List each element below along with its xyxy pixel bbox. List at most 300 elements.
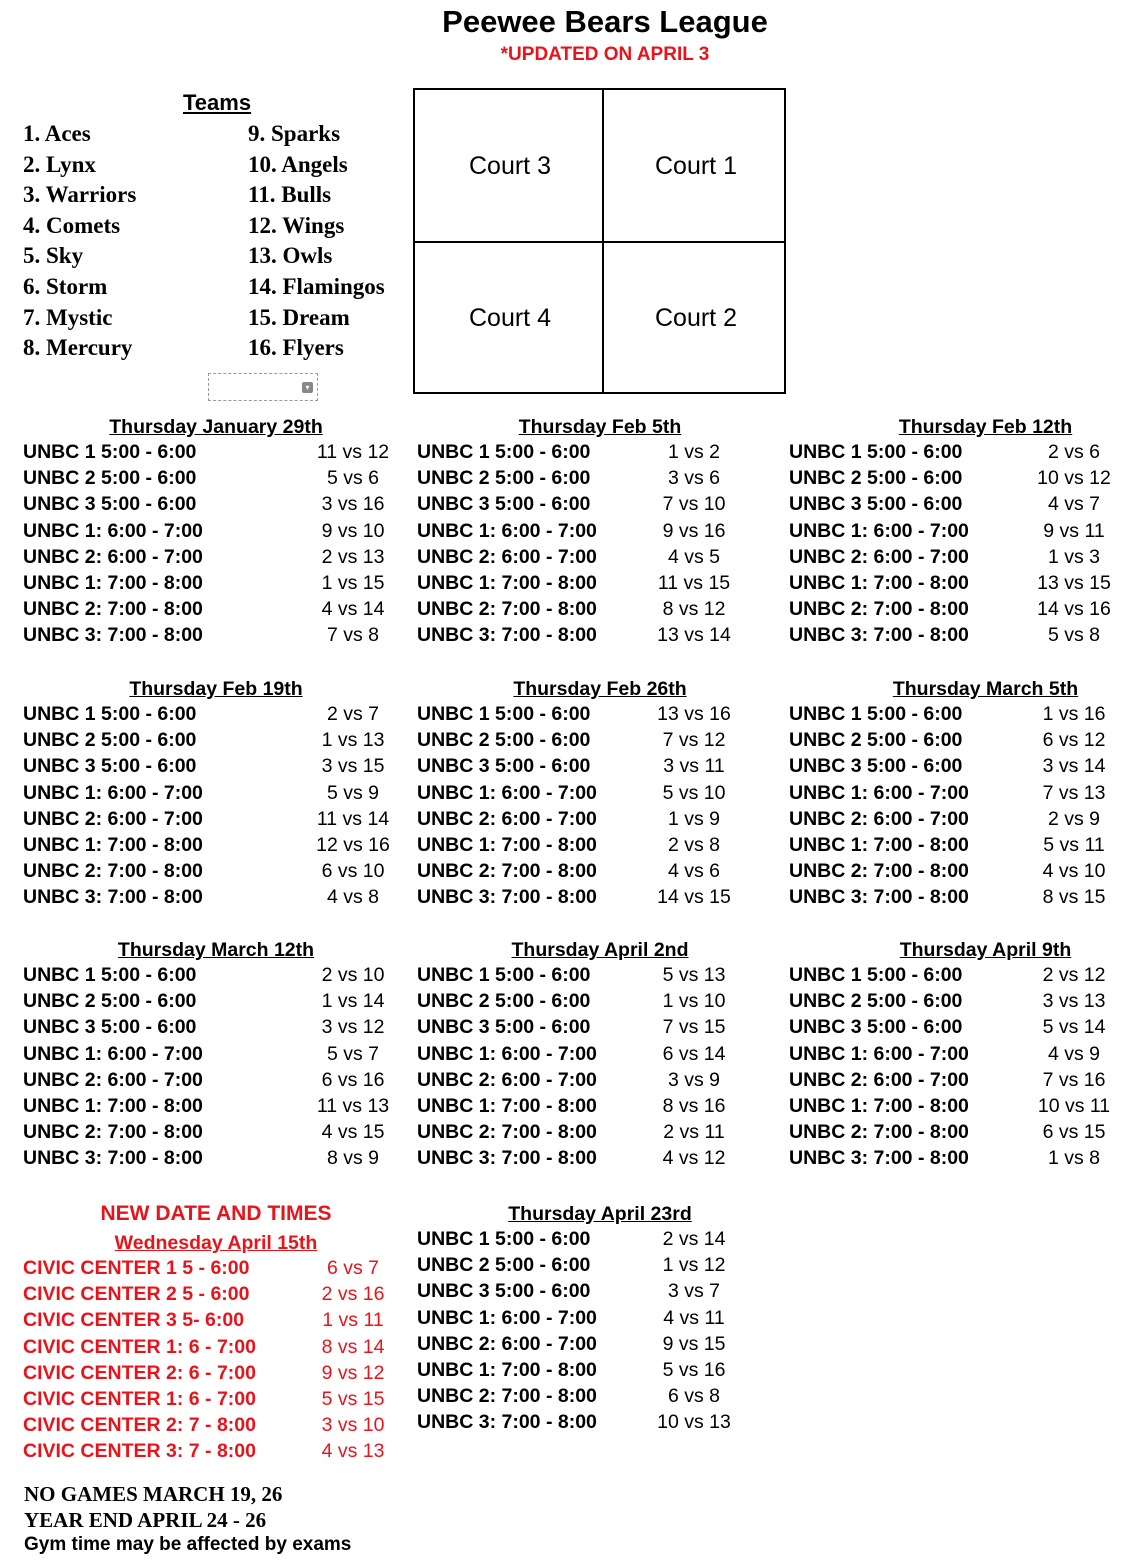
matchup: 1 vs 16 [1042, 703, 1106, 725]
table-row [23, 1388, 409, 1414]
table-row [789, 703, 1140, 729]
form-dropdown[interactable] [208, 373, 318, 401]
table-row [789, 520, 1140, 546]
teams-heading: Teams [183, 90, 252, 115]
time-slot: UNBC 2: 7:00 - 8:00 [789, 860, 969, 883]
matchup: 7 vs 12 [662, 729, 726, 752]
table-row [417, 1333, 783, 1359]
matchup: 2 vs 8 [667, 834, 721, 856]
matchup: 14 vs 16 [1037, 598, 1111, 621]
matchup: 9 vs 15 [662, 1332, 726, 1355]
court-divider-horizontal [415, 241, 784, 243]
matchup: 4 vs 11 [663, 1306, 725, 1329]
time-slot: UNBC 1: 7:00 - 8:00 [23, 572, 203, 594]
time-slot: UNBC 1: 7:00 - 8:00 [417, 1095, 597, 1117]
table-row [417, 467, 783, 493]
time-slot: UNBC 2: 7:00 - 8:00 [417, 1385, 597, 1408]
matchup: 6 vs 12 [1042, 729, 1106, 752]
team-item: 13. Owls [248, 243, 333, 269]
table-row [789, 598, 1140, 624]
table-row [789, 1069, 1140, 1095]
table-row [23, 1147, 409, 1173]
time-slot: UNBC 3 5:00 - 6:00 [23, 1016, 197, 1039]
matchup: 4 vs 14 [321, 598, 385, 621]
table-row [23, 1095, 409, 1121]
table-row [23, 1362, 409, 1388]
court-4-label: Court 4 [469, 304, 551, 332]
table-row [417, 1307, 783, 1333]
table-row [789, 624, 1140, 650]
time-slot: UNBC 3 5:00 - 6:00 [417, 755, 591, 778]
time-slot: UNBC 1: 7:00 - 8:00 [23, 1095, 203, 1117]
matchup: 2 vs 10 [321, 964, 385, 986]
matchup: 7 vs 10 [662, 493, 726, 516]
matchup: 11 vs 13 [316, 1095, 390, 1117]
team-item: 15. Dream [248, 304, 350, 330]
matchup: 5 vs 8 [1047, 624, 1101, 647]
time-slot: UNBC 1 5:00 - 6:00 [789, 703, 963, 725]
matchup: 4 vs 13 [321, 1440, 385, 1463]
matchup: 10 vs 12 [1037, 467, 1111, 490]
team-item: 16. Flyers [248, 335, 344, 361]
time-slot: UNBC 3 5:00 - 6:00 [23, 755, 197, 778]
team-item: 5. Sky [23, 243, 84, 269]
matchup: 5 vs 13 [662, 964, 726, 986]
time-slot: CIVIC CENTER 1: 6 - 7:00 [23, 1388, 256, 1410]
matchup: 2 vs 9 [1047, 807, 1101, 830]
time-slot: UNBC 2: 6:00 - 7:00 [789, 545, 969, 568]
time-slot: UNBC 3: 7:00 - 8:00 [23, 1147, 203, 1170]
table-row [789, 1121, 1140, 1147]
matchup: 2 vs 7 [326, 703, 380, 725]
table-row [789, 493, 1140, 519]
matchup: 2 vs 16 [321, 1283, 385, 1306]
table-row [417, 1411, 783, 1437]
time-slot: UNBC 2 5:00 - 6:00 [417, 990, 591, 1013]
chevron-down-icon[interactable]: ▾ [302, 382, 313, 393]
matchup: 3 vs 12 [321, 1016, 385, 1039]
table-row [789, 546, 1140, 572]
team-item: 10. Angels [248, 151, 348, 177]
table-row [23, 834, 409, 860]
time-slot: UNBC 2: 6:00 - 7:00 [417, 1332, 597, 1355]
time-slot: UNBC 1: 7:00 - 8:00 [23, 834, 203, 856]
court-3-label: Court 3 [469, 152, 551, 180]
matchup: 5 vs 14 [1042, 1016, 1106, 1039]
team-item: 9. Sparks [248, 121, 341, 146]
time-slot: UNBC 1: 6:00 - 7:00 [789, 781, 969, 804]
matchup: 8 vs 16 [662, 1095, 726, 1117]
table-row [417, 1069, 783, 1095]
table-row [23, 1257, 409, 1283]
matchup: 3 vs 6 [667, 467, 721, 490]
matchup: 2 vs 11 [663, 1121, 725, 1144]
matchup: 3 vs 16 [321, 493, 385, 516]
matchup: 12 vs 16 [316, 834, 390, 856]
matchup: 4 vs 15 [321, 1121, 385, 1144]
matchup: 4 vs 12 [662, 1147, 726, 1170]
table-row [789, 572, 1140, 598]
time-slot: UNBC 1: 6:00 - 7:00 [417, 519, 597, 542]
time-slot: UNBC 3 5:00 - 6:00 [417, 493, 591, 516]
matchup: 2 vs 12 [1042, 964, 1106, 986]
matchup: 5 vs 6 [326, 467, 380, 490]
time-slot: UNBC 1: 7:00 - 8:00 [417, 834, 597, 856]
time-slot: UNBC 3 5:00 - 6:00 [789, 493, 963, 516]
time-slot: UNBC 3 5:00 - 6:00 [789, 755, 963, 778]
matchup: 1 vs 13 [321, 729, 385, 752]
table-row [789, 1095, 1140, 1121]
time-slot: UNBC 2 5:00 - 6:00 [789, 990, 963, 1013]
time-slot: UNBC 3: 7:00 - 8:00 [417, 886, 597, 909]
matchup: 13 vs 14 [657, 624, 731, 647]
time-slot: UNBC 2: 7:00 - 8:00 [789, 598, 969, 621]
time-slot: UNBC 1: 6:00 - 7:00 [789, 519, 969, 542]
matchup: 3 vs 15 [321, 755, 385, 778]
table-row [23, 493, 409, 519]
table-row [417, 782, 783, 808]
matchup: 13 vs 15 [1037, 572, 1111, 594]
time-slot: UNBC 3 5:00 - 6:00 [417, 1280, 591, 1303]
team-item: 14. Flamingos [248, 273, 385, 299]
table-row [23, 1069, 409, 1095]
table-row [23, 886, 409, 912]
matchup: 1 vs 12 [662, 1254, 726, 1277]
matchup: 9 vs 11 [1043, 519, 1105, 542]
table-row [789, 1147, 1140, 1173]
matchup: 4 vs 6 [667, 860, 721, 883]
note-gym-time: Gym time may be affected by exams [24, 1534, 352, 1555]
table-row [23, 1309, 409, 1335]
schedule-date: Thursday Feb 12th [898, 416, 1073, 438]
time-slot: UNBC 1: 7:00 - 8:00 [789, 834, 969, 856]
table-row [417, 546, 783, 572]
time-slot: CIVIC CENTER 1: 6 - 7:00 [23, 1335, 256, 1358]
table-row [789, 441, 1140, 467]
court-diagram [413, 88, 786, 394]
matchup: 6 vs 16 [321, 1068, 385, 1091]
time-slot: UNBC 1: 7:00 - 8:00 [417, 572, 597, 594]
matchup: 1 vs 10 [662, 990, 726, 1013]
table-row [417, 598, 783, 624]
team-item: 1. Aces [23, 121, 91, 146]
schedule-date: Thursday Feb 5th [518, 416, 682, 438]
time-slot: UNBC 3: 7:00 - 8:00 [789, 624, 969, 647]
matchup: 11 vs 12 [316, 441, 390, 463]
time-slot: CIVIC CENTER 2: 7 - 8:00 [23, 1414, 256, 1437]
table-row [789, 782, 1140, 808]
schedule-date: Wednesday April 15th [114, 1232, 318, 1254]
updated-notice: *UPDATED ON APRIL 3 [500, 44, 710, 65]
table-row [417, 1121, 783, 1147]
time-slot: UNBC 3: 7:00 - 8:00 [789, 1147, 969, 1170]
table-row [23, 964, 409, 990]
matchup: 2 vs 13 [321, 545, 385, 568]
matchup: 3 vs 9 [667, 1068, 721, 1091]
time-slot: UNBC 2 5:00 - 6:00 [417, 467, 591, 490]
table-row [417, 493, 783, 519]
table-row [417, 572, 783, 598]
time-slot: UNBC 1 5:00 - 6:00 [417, 703, 591, 725]
team-item: 11. Bulls [248, 182, 332, 208]
time-slot: UNBC 2 5:00 - 6:00 [23, 990, 197, 1013]
schedule-date: Thursday Feb 19th [129, 678, 303, 700]
table-row [417, 1016, 783, 1042]
matchup: 3 vs 10 [321, 1414, 385, 1437]
table-row [417, 520, 783, 546]
time-slot: UNBC 1 5:00 - 6:00 [789, 441, 963, 463]
table-row [23, 546, 409, 572]
time-slot: CIVIC CENTER 2: 6 - 7:00 [23, 1361, 256, 1384]
matchup: 1 vs 3 [1047, 545, 1101, 568]
time-slot: UNBC 1 5:00 - 6:00 [789, 964, 963, 986]
time-slot: UNBC 2: 7:00 - 8:00 [417, 598, 597, 621]
matchup: 2 vs 14 [662, 1228, 726, 1250]
matchup: 11 vs 14 [316, 807, 390, 830]
matchup: 5 vs 10 [662, 781, 726, 804]
table-row [789, 886, 1140, 912]
schedule-date: Thursday January 29th [109, 416, 323, 438]
table-row [789, 467, 1140, 493]
table-row [417, 1254, 783, 1280]
matchup: 4 vs 8 [326, 886, 380, 909]
matchup: 3 vs 11 [663, 755, 725, 778]
team-item: 8. Mercury [23, 335, 133, 361]
page-title: Peewee Bears League [442, 4, 768, 39]
time-slot: UNBC 2: 6:00 - 7:00 [23, 807, 203, 830]
matchup: 7 vs 16 [1042, 1068, 1106, 1091]
time-slot: UNBC 3: 7:00 - 8:00 [23, 886, 203, 909]
table-row [23, 860, 409, 886]
matchup: 14 vs 15 [657, 886, 731, 909]
time-slot: UNBC 2: 6:00 - 7:00 [789, 1068, 969, 1091]
time-slot: UNBC 2 5:00 - 6:00 [789, 729, 963, 752]
table-row [23, 1440, 409, 1466]
table-row [23, 1016, 409, 1042]
table-row [789, 964, 1140, 990]
time-slot: UNBC 2: 6:00 - 7:00 [417, 1068, 597, 1091]
matchup: 6 vs 15 [1042, 1121, 1106, 1144]
table-row [23, 755, 409, 781]
table-row [23, 1043, 409, 1069]
time-slot: UNBC 2: 6:00 - 7:00 [417, 807, 597, 830]
note-no-games: NO GAMES MARCH 19, 26 [24, 1482, 283, 1506]
matchup: 4 vs 5 [667, 545, 721, 568]
matchup: 8 vs 12 [662, 598, 726, 621]
matchup: 10 vs 11 [1037, 1095, 1111, 1117]
table-row [23, 598, 409, 624]
time-slot: UNBC 1: 6:00 - 7:00 [789, 1042, 969, 1065]
time-slot: UNBC 2 5:00 - 6:00 [789, 467, 963, 490]
table-row [789, 834, 1140, 860]
table-row [789, 755, 1140, 781]
table-row [23, 1336, 409, 1362]
table-row [417, 808, 783, 834]
note-year-end: YEAR END APRIL 24 - 26 [24, 1508, 267, 1532]
matchup: 6 vs 7 [326, 1257, 380, 1279]
matchup: 6 vs 10 [321, 860, 385, 883]
matchup: 1 vs 2 [667, 441, 721, 463]
time-slot: UNBC 2: 7:00 - 8:00 [23, 598, 203, 621]
matchup: 10 vs 13 [657, 1411, 731, 1434]
table-row [789, 1016, 1140, 1042]
time-slot: UNBC 1: 7:00 - 8:00 [417, 1359, 597, 1381]
matchup: 13 vs 16 [657, 703, 731, 725]
team-item: 7. Mystic [23, 304, 113, 330]
matchup: 9 vs 16 [662, 519, 726, 542]
matchup: 1 vs 14 [321, 990, 385, 1013]
team-item: 4. Comets [23, 212, 121, 238]
table-row [23, 808, 409, 834]
matchup: 8 vs 15 [1042, 886, 1106, 909]
matchup: 5 vs 7 [326, 1042, 380, 1065]
schedule-date: Thursday April 2nd [511, 939, 689, 961]
matchup: 9 vs 10 [321, 519, 385, 542]
court-2-label: Court 2 [655, 304, 737, 332]
time-slot: UNBC 1: 7:00 - 8:00 [789, 1095, 969, 1117]
table-row [23, 1121, 409, 1147]
table-row [23, 572, 409, 598]
time-slot: UNBC 2: 6:00 - 7:00 [417, 545, 597, 568]
time-slot: UNBC 1: 7:00 - 8:00 [789, 572, 969, 594]
time-slot: UNBC 1: 6:00 - 7:00 [23, 519, 203, 542]
table-row [417, 834, 783, 860]
time-slot: UNBC 3: 7:00 - 8:00 [417, 624, 597, 647]
team-item: 3. Warriors [23, 182, 137, 208]
matchup: 5 vs 11 [1043, 834, 1105, 856]
table-row [417, 964, 783, 990]
table-row [23, 441, 409, 467]
time-slot: UNBC 2: 7:00 - 8:00 [417, 1121, 597, 1144]
matchup: 8 vs 9 [326, 1147, 380, 1170]
table-row [23, 624, 409, 650]
table-row [23, 782, 409, 808]
table-row [417, 755, 783, 781]
table-row [417, 1280, 783, 1306]
matchup: 3 vs 14 [1042, 755, 1106, 778]
time-slot: UNBC 2: 7:00 - 8:00 [23, 1121, 203, 1144]
table-row [417, 990, 783, 1016]
time-slot: UNBC 3: 7:00 - 8:00 [417, 1147, 597, 1170]
matchup: 3 vs 7 [667, 1280, 721, 1303]
table-row [23, 520, 409, 546]
matchup: 1 vs 8 [1047, 1147, 1101, 1170]
time-slot: UNBC 3 5:00 - 6:00 [789, 1016, 963, 1039]
time-slot: CIVIC CENTER 3: 7 - 8:00 [23, 1440, 256, 1463]
time-slot: UNBC 2 5:00 - 6:00 [417, 1254, 591, 1277]
team-item: 2. Lynx [23, 151, 96, 177]
schedule-date: Thursday April 23rd [508, 1203, 692, 1225]
time-slot: UNBC 3 5:00 - 6:00 [417, 1016, 591, 1039]
table-row [23, 729, 409, 755]
schedule-date: Thursday March 12th [117, 939, 315, 961]
teams-list-right [248, 119, 385, 364]
matchup: 6 vs 8 [667, 1385, 721, 1408]
time-slot: UNBC 2: 7:00 - 8:00 [789, 1121, 969, 1144]
matchup: 7 vs 13 [1042, 781, 1106, 804]
matchup: 7 vs 15 [662, 1016, 726, 1039]
matchup: 4 vs 7 [1047, 493, 1101, 516]
matchup: 11 vs 15 [657, 572, 731, 594]
matchup: 2 vs 6 [1047, 441, 1101, 463]
time-slot: UNBC 2: 6:00 - 7:00 [789, 807, 969, 830]
matchup: 1 vs 9 [667, 807, 721, 830]
table-row [789, 1043, 1140, 1069]
matchup: 5 vs 16 [662, 1359, 726, 1381]
table-row [789, 808, 1140, 834]
matchup: 4 vs 10 [1042, 860, 1106, 883]
time-slot: UNBC 1 5:00 - 6:00 [417, 964, 591, 986]
table-row [417, 886, 783, 912]
matchup: 9 vs 12 [321, 1361, 385, 1384]
time-slot: UNBC 3: 7:00 - 8:00 [417, 1411, 597, 1434]
time-slot: UNBC 3: 7:00 - 8:00 [23, 624, 203, 647]
table-row [417, 1228, 783, 1254]
time-slot: UNBC 2 5:00 - 6:00 [417, 729, 591, 752]
table-row [23, 1414, 409, 1440]
schedule-date: Thursday Feb 26th [513, 678, 687, 700]
time-slot: UNBC 1: 6:00 - 7:00 [23, 1042, 203, 1065]
table-row [417, 624, 783, 650]
team-item: 6. Storm [23, 273, 108, 299]
matchup: 6 vs 14 [662, 1042, 726, 1065]
time-slot: UNBC 1 5:00 - 6:00 [417, 441, 591, 463]
table-row [23, 703, 409, 729]
table-row [417, 1359, 783, 1385]
time-slot: UNBC 1: 6:00 - 7:00 [417, 1042, 597, 1065]
table-row [417, 729, 783, 755]
time-slot: UNBC 2: 6:00 - 7:00 [23, 545, 203, 568]
matchup: 3 vs 13 [1042, 990, 1106, 1013]
matchup: 1 vs 11 [322, 1309, 384, 1332]
time-slot: UNBC 2: 7:00 - 8:00 [417, 860, 597, 883]
matchup: 8 vs 14 [321, 1335, 385, 1358]
table-row [417, 1147, 783, 1173]
time-slot: UNBC 1: 6:00 - 7:00 [23, 781, 203, 804]
schedule-date: Thursday March 5th [892, 678, 1079, 700]
matchup: 4 vs 9 [1047, 1042, 1101, 1065]
teams-list-left [23, 119, 136, 364]
table-row [23, 1283, 409, 1309]
table-row [417, 703, 783, 729]
team-item: 12. Wings [248, 212, 345, 238]
time-slot: UNBC 1 5:00 - 6:00 [23, 964, 197, 986]
time-slot: UNBC 1: 6:00 - 7:00 [417, 1306, 597, 1329]
time-slot: UNBC 1 5:00 - 6:00 [23, 441, 197, 463]
time-slot: UNBC 2 5:00 - 6:00 [23, 467, 197, 490]
matchup: 5 vs 15 [321, 1388, 385, 1410]
table-row [417, 1043, 783, 1069]
time-slot: CIVIC CENTER 2 5 - 6:00 [23, 1283, 250, 1306]
matchup: 5 vs 9 [326, 781, 380, 804]
table-row [789, 990, 1140, 1016]
time-slot: UNBC 2: 6:00 - 7:00 [23, 1068, 203, 1091]
table-row [417, 1095, 783, 1121]
court-1-label: Court 1 [655, 152, 737, 180]
table-row [789, 729, 1140, 755]
time-slot: UNBC 2 5:00 - 6:00 [23, 729, 197, 752]
time-slot: UNBC 1 5:00 - 6:00 [417, 1228, 591, 1250]
time-slot: UNBC 3 5:00 - 6:00 [23, 493, 197, 516]
table-row [417, 441, 783, 467]
table-row [23, 467, 409, 493]
new-date-heading: NEW DATE AND TIMES [100, 1202, 332, 1225]
schedule-date: Thursday April 9th [899, 939, 1072, 961]
time-slot: UNBC 1: 6:00 - 7:00 [417, 781, 597, 804]
time-slot: UNBC 2: 7:00 - 8:00 [23, 860, 203, 883]
table-row [417, 860, 783, 886]
time-slot: UNBC 3: 7:00 - 8:00 [789, 886, 969, 909]
